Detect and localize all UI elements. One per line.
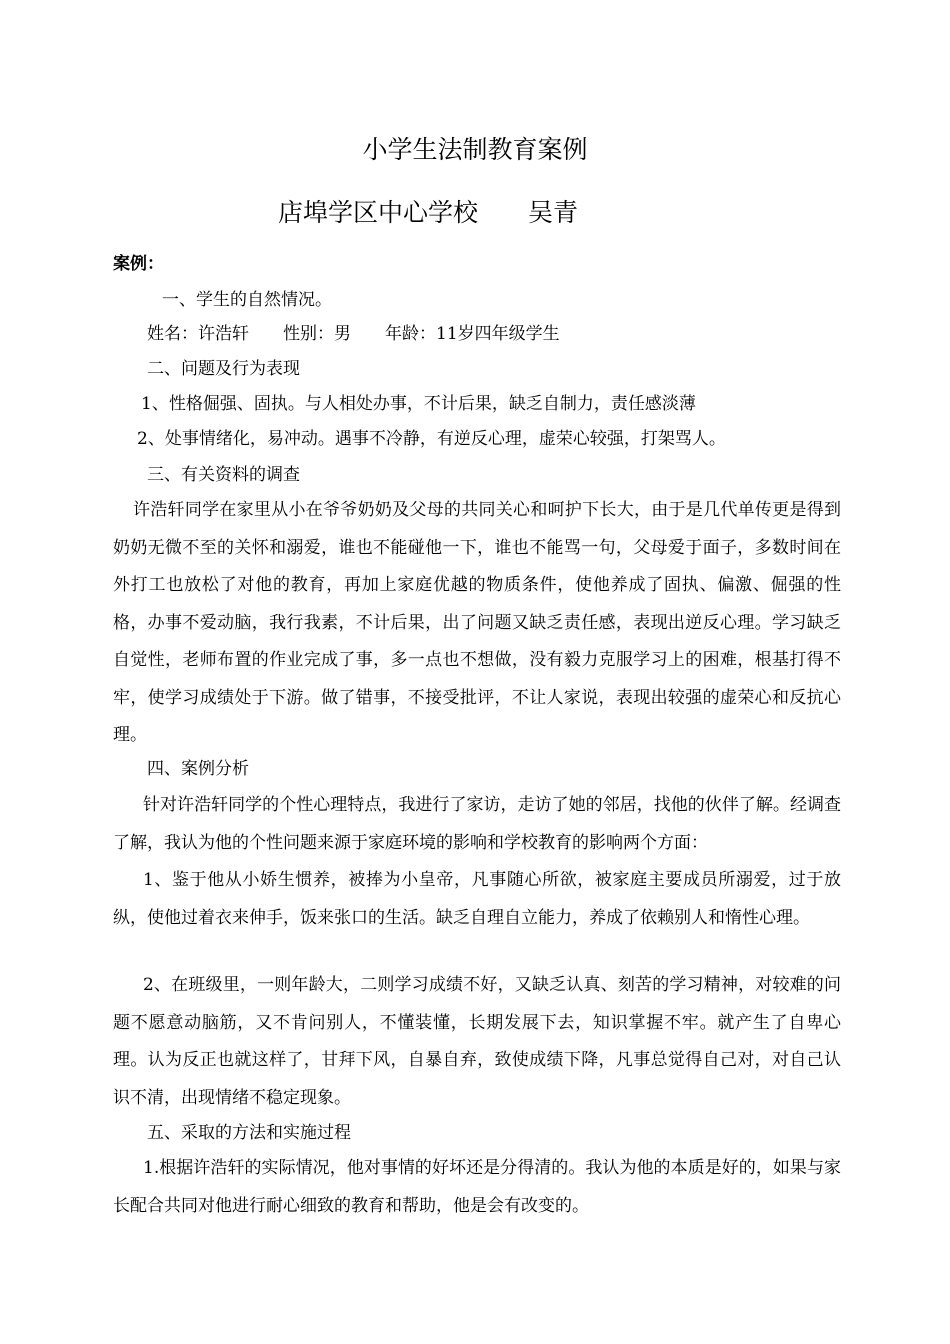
analysis-paragraph: 针对许浩轩同学的个性心理特点，我进行了家访，走访了她的邻居，找他的伙伴了解。经调查了解，我认为他的个性问题来源于家庭环境的影响和学校教育的影响两个方面：	[113, 795, 841, 853]
section-heading-1: 一、学生的自然情况。	[162, 290, 332, 310]
investigation-paragraph: 许浩轩同学在家里从小在爷爷奶奶及父母的共同关心和呵护下长大，由于是几代单传更是得到奶奶无微不至的关怀和溺爱，谁也不能碰他一下，谁也不能骂一句，父母爱于面子，多数时间在外打工也放松了对他的教育，再加上家庭优越的物质条件，使他养成了固执、偏激、倔强的性格，办事不爱动脑，我行我素，不计后果，出了问题又缺乏责任感，表现出逆反心理。学习缺乏自觉性，老师布置的作业完成了事，多一点也不想做，没有毅力克服学习上的困难，根基打得不牢，使学习成绩处于下游。做了错事，不接受批评，不让人家说，表现出较强的虚荣心和反抗心理。	[113, 500, 841, 745]
section-heading-4: 四、案例分析	[147, 759, 249, 779]
section-heading-5: 五、采取的方法和实施过程	[147, 1123, 351, 1143]
analysis-point-2: 2、在班级里，一则年龄大，二则学习成绩不好，又缺乏认真、刻苦的学习精神，对较难的问题不愿意动脑筋，又不肯问别人，不懂装懂，长期发展下去，知识掌握不牢。就产生了自卑心理。认为反正也就这样了，甘拜下风，自暴自弃，致使成绩下降，凡事总觉得自己对，对自己认识不清，出现情绪不稳定现象。	[113, 975, 841, 1108]
method-paragraph-1: 1.根据许浩轩的实际情况，他对事情的好坏还是分得清的。我认为他的本质是好的，如果与家长配合共同对他进行耐心细致的教育和帮助，他是会有改变的。	[113, 1158, 841, 1216]
case-label: 案例：	[113, 254, 164, 274]
student-info-line: 姓名：许浩轩 性别：男 年龄：11岁四年级学生	[147, 324, 560, 344]
document-title: 小学生法制教育案例	[362, 135, 588, 164]
behavior-item-1: 1、性格倔强、固执。与人相处办事，不计后果，缺乏自制力，责任感淡薄	[141, 394, 696, 414]
document-subtitle: 店埠学区中心学校 吴青	[278, 198, 579, 227]
section-heading-3: 三、有关资料的调查	[147, 465, 300, 485]
behavior-item-2: 2、处事情绪化，易冲动。遇事不冷静，有逆反心理，虚荣心较强，打架骂人。	[137, 429, 726, 449]
section-heading-2: 二、问题及行为表现	[147, 359, 300, 379]
analysis-point-1: 1、鉴于他从小娇生惯养，被捧为小皇帝，凡事随心所欲，被家庭主要成员所溺爱，过于放纵，使他过着衣来伸手，饭来张口的生活。缺乏自理自立能力，养成了依赖别人和惰性心理。	[113, 870, 841, 928]
